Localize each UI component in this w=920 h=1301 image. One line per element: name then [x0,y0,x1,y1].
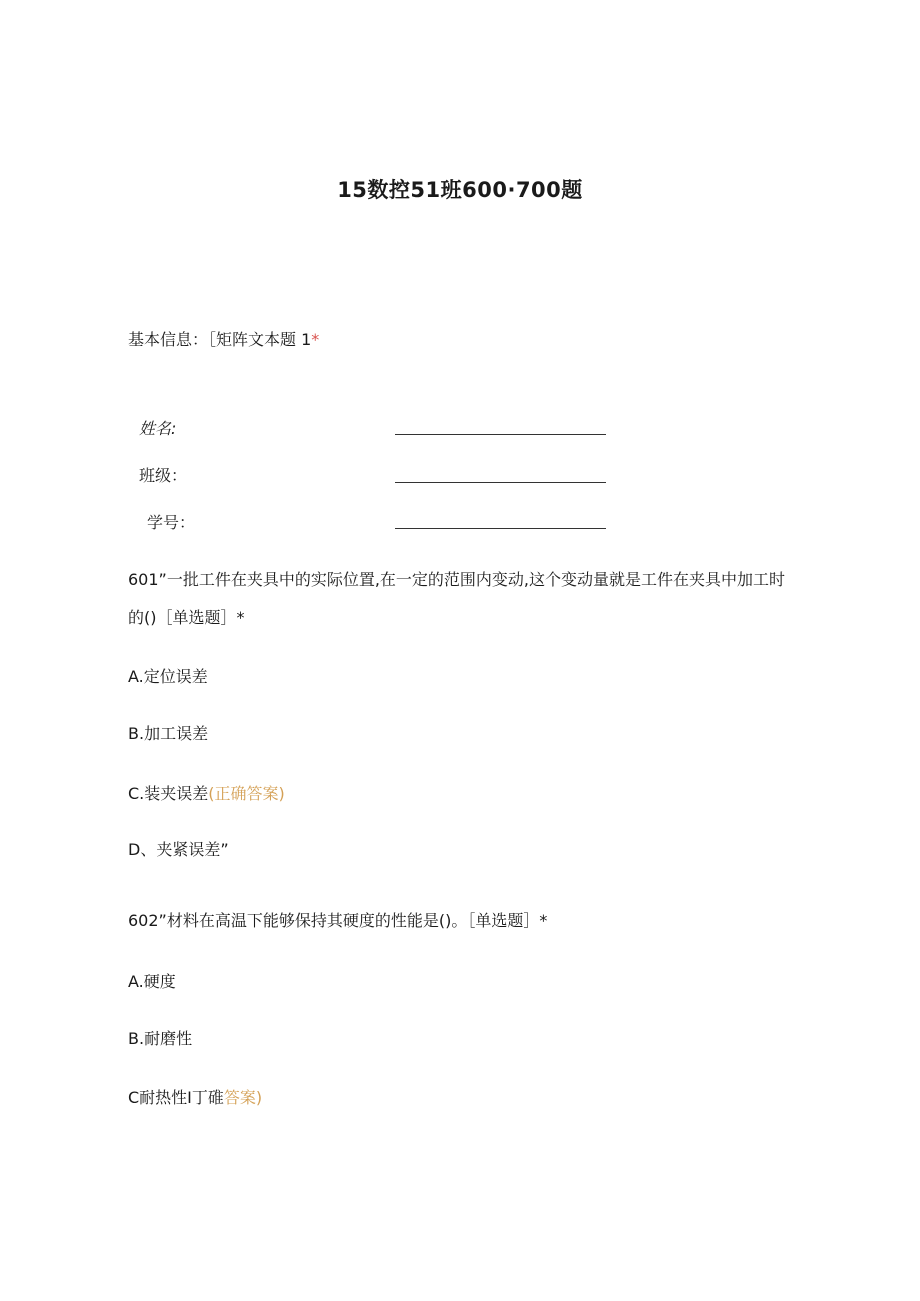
correct-answer-tag: (正确答案) [208,784,285,803]
class-label: 班级： [139,466,188,485]
option-602-a[interactable] [128,971,176,993]
class-input[interactable] [395,482,606,483]
correct-answer-tag: 答案) [223,1088,263,1107]
option-label: B.加工误差 [128,724,209,743]
option-601-d[interactable] [128,839,229,861]
option-602-b[interactable] [128,1028,192,1050]
name-input[interactable] [395,434,606,435]
option-label: A.定位误差 [128,667,208,686]
option-602-c[interactable] [128,1087,262,1109]
option-601-c[interactable] [128,783,285,805]
page-title: 15数控51班600·700题 [337,178,583,202]
student-id-input[interactable] [395,528,606,529]
option-label: B.耐磨性 [128,1029,193,1048]
required-mark: * [311,330,320,349]
student-id-label: 学号： [147,513,196,532]
option-label: D、夹紧误差” [128,840,229,859]
basic-info-heading [128,329,319,351]
name-label: 姓名: [139,419,177,438]
question-602-text: 602”材料在高温下能够保持其硬度的性能是()。［单选题］* [128,911,548,930]
question-601-text: 601”一批工件在夹具中的实际位置,在一定的范围内变动,这个变动量就是工件在夹具中加工时的()［单选题］* [128,570,786,627]
option-label: C.装夹误差 [128,784,209,803]
option-label: C耐热性I丁碓 [128,1088,224,1107]
basic-info-label: 基本信息：［矩阵文本题 1 [128,330,312,349]
option-label: A.硬度 [128,972,176,991]
option-601-a[interactable] [128,666,208,688]
option-601-b[interactable] [128,723,208,745]
